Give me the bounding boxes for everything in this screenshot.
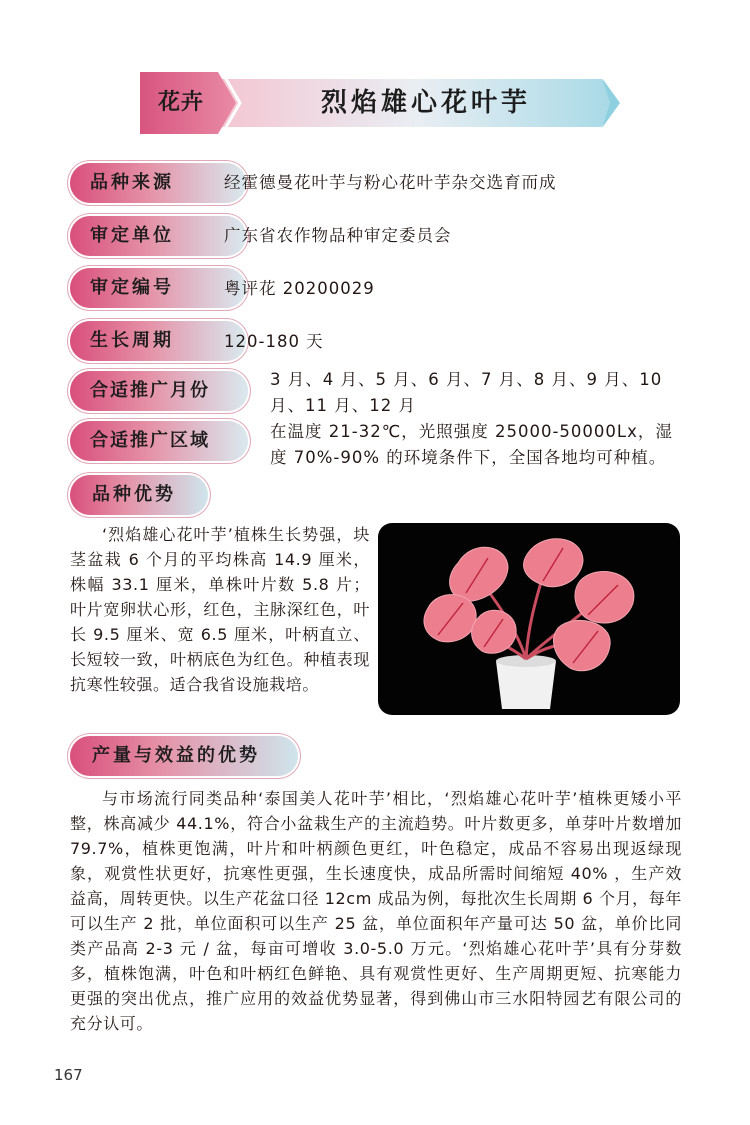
label-pill <box>70 216 246 256</box>
row-value: 经霍德曼花叶芋与粉心花叶芋杂交选育而成 <box>224 173 557 192</box>
row-value: 120-180 天 <box>224 332 324 351</box>
label-pill <box>70 321 246 361</box>
row-label: 生长周期 <box>90 330 174 351</box>
row-label: 合适推广区域 <box>90 430 210 451</box>
section-heading-yield <box>70 736 298 776</box>
row-label: 合适推广月份 <box>90 380 210 401</box>
section-heading-advantage <box>70 475 208 515</box>
row-value: 3 月、4 月、5 月、6 月、7 月、8 月、9 月、10 月、11 月、12 月 <box>270 370 663 415</box>
caladium-plant-photo <box>378 523 680 715</box>
label-pill <box>70 268 246 308</box>
banner-category: 花卉 <box>157 90 204 115</box>
label-pill <box>70 163 246 203</box>
section-heading-label: 产量与效益的优势 <box>92 745 260 766</box>
row-value: 粤评花 20200029 <box>224 279 375 298</box>
label-pill <box>70 421 248 461</box>
label-pill <box>70 371 248 411</box>
title-banner <box>140 72 625 134</box>
row-label: 品种来源 <box>90 172 174 193</box>
row-value: 在温度 21-32℃，光照强度 25000-50000Lx，湿度 70%-90% 的环境条件下，全国各地均可种植。 <box>270 422 673 467</box>
plant-illustration <box>378 523 680 715</box>
page-title: 烈焰雄心花叶芋 <box>320 88 531 118</box>
advantage-paragraph: ‘烈焰雄心花叶芋’植株生长势强，块茎盆栽 6 个月的平均株高 14.9 厘米，株幅 33.1 厘米，单株叶片数 5.8 片；叶片宽卵状心形，红色，主脉深红色，叶长 9.5 厘米、宽 6.5 厘米，叶柄直立、长短较一致，叶柄底色为红色。种植表现抗寒性较强。适合我省设施栽培。 <box>70 525 370 694</box>
yield-paragraph: 与市场流行同类品种‘泰国美人花叶芋’相比，‘烈焰雄心花叶芋’植株更矮小平整，株高减少 44.1%，符合小盆栽生产的主流趋势。叶片数更多，单芽叶片数增加 79.7%，植株更饱满，叶片和叶柄颜色更红，叶色稳定，成品不容易出现返绿现象，观赏性状更好，抗寒性更强，生长速度快，成品所需时间缩短 40% ，生产效益高，周转更快。以生产花盆口径 12cm 成品为例，每批次生长周期 6 个月，每年可以生产 2 批，单位面积可以生产 25 盆，单位面积年产量可达 50 盆，单价比同类产品高 2-3 元 / 盆，每亩可增收 3.0-5.0 万元。‘烈焰雄心花叶芋’具有分芽数多，植株饱满，叶色和叶柄红色鲜艳、具有观赏性更好、生产周期更短、抗寒能力更强的突出优点，推广应用的效益优势显著，得到佛山市三水阳特园艺有限公司的充分认可。 <box>70 789 682 1033</box>
section-heading-label: 品种优势 <box>92 484 176 505</box>
row-label: 审定单位 <box>90 225 174 246</box>
page-number: 167 <box>54 1066 83 1084</box>
row-value: 广东省农作物品种审定委员会 <box>224 226 452 245</box>
row-label: 审定编号 <box>90 277 174 298</box>
